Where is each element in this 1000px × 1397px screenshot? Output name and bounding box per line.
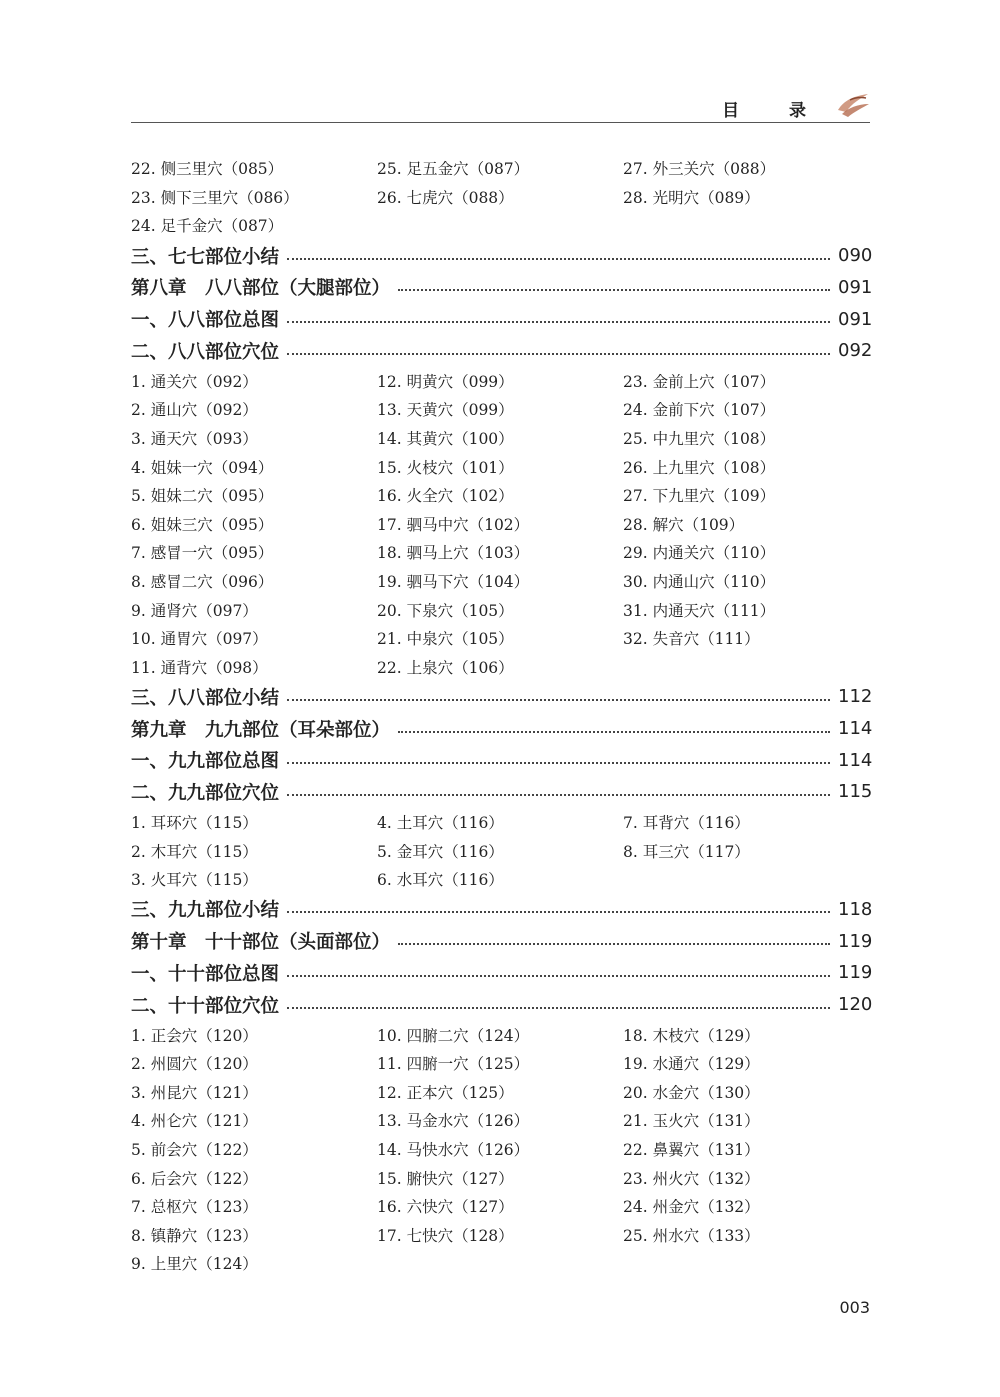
dot-leader bbox=[287, 911, 830, 913]
toc-entry-page: 115 bbox=[838, 781, 873, 803]
acupoint-entry: 25. 足五金穴（087） bbox=[377, 160, 530, 179]
acupoint-entry: 2. 木耳穴（115） bbox=[131, 842, 258, 861]
acupoint-entry: 5. 前会穴（122） bbox=[131, 1141, 258, 1160]
acupoint-entry: 28. 光明穴（089） bbox=[623, 188, 760, 207]
acupoint-entry: 21. 中泉穴（105） bbox=[377, 630, 514, 649]
acupoint-entry: 11. 四腑一穴（125） bbox=[377, 1055, 530, 1074]
toc-entry[interactable] bbox=[131, 335, 873, 367]
acupoint-row bbox=[131, 481, 870, 510]
toc-entry-page: 119 bbox=[838, 930, 873, 952]
toc-entry-page: 114 bbox=[838, 749, 873, 771]
acupoint-entry: 22. 上泉穴（106） bbox=[377, 658, 514, 677]
acupoint-entry: 3. 州昆穴（121） bbox=[131, 1083, 258, 1102]
acupoint-entry: 1. 通关穴（092） bbox=[131, 372, 258, 391]
acupoint-entry: 18. 木枝穴（129） bbox=[623, 1026, 760, 1045]
toc-entry[interactable] bbox=[131, 271, 873, 303]
acupoint-entry: 24. 州金穴（132） bbox=[623, 1198, 760, 1217]
dot-leader bbox=[398, 943, 830, 945]
acupoint-entry: 10. 四腑二穴（124） bbox=[377, 1026, 530, 1045]
toc-entry[interactable] bbox=[131, 744, 873, 776]
toc-entry-title: 第九章 九九部位（耳朵部位） bbox=[131, 719, 391, 741]
running-header bbox=[131, 92, 870, 123]
acupoint-row bbox=[131, 836, 870, 865]
acupoint-list bbox=[131, 1020, 870, 1277]
acupoint-entry: 26. 七虎穴（088） bbox=[377, 188, 514, 207]
acupoint-entry: 19. 驷马下穴（104） bbox=[377, 572, 530, 591]
acupoint-entry: 22. 鼻翼穴（131） bbox=[623, 1141, 760, 1160]
acupoint-entry: 17. 驷马中穴（102） bbox=[377, 515, 530, 534]
acupoint-row bbox=[131, 652, 870, 681]
acupoint-row bbox=[131, 1221, 870, 1250]
acupoint-row bbox=[131, 1135, 870, 1164]
toc-entry-title: 二、八八部位穴位 bbox=[131, 341, 280, 363]
dot-leader bbox=[287, 762, 830, 764]
acupoint-row bbox=[131, 452, 870, 481]
acupoint-entry: 16. 火全穴（102） bbox=[377, 487, 514, 506]
acupoint-row bbox=[131, 367, 870, 396]
toc-entry-page: 119 bbox=[838, 962, 873, 984]
acupoint-entry: 6. 水耳穴（116） bbox=[377, 871, 504, 890]
acupoint-row bbox=[131, 624, 870, 653]
dot-leader bbox=[287, 699, 830, 701]
toc-entry[interactable] bbox=[131, 240, 873, 272]
acupoint-entry: 9. 通肾穴（097） bbox=[131, 601, 258, 620]
toc-entry-page: 118 bbox=[838, 898, 873, 920]
toc-entry-page: 092 bbox=[838, 340, 873, 362]
acupoint-entry: 25. 中九里穴（108） bbox=[623, 430, 776, 449]
acupoint-entry: 15. 腑快穴（127） bbox=[377, 1169, 514, 1188]
toc-entry-page: 091 bbox=[838, 276, 873, 298]
toc-entry-title: 一、九九部位总图 bbox=[131, 751, 280, 773]
acupoint-entry: 2. 州圆穴（120） bbox=[131, 1055, 258, 1074]
page-number: 003 bbox=[839, 1298, 870, 1317]
acupoint-row bbox=[131, 1249, 870, 1278]
acupoint-entry: 32. 失音穴（111） bbox=[623, 630, 760, 649]
acupoint-entry: 29. 内通关穴（110） bbox=[623, 544, 776, 563]
dot-leader bbox=[287, 794, 830, 796]
acupoint-entry: 3. 火耳穴（115） bbox=[131, 871, 258, 890]
toc-entry-page: 091 bbox=[838, 308, 873, 330]
acupoint-entry: 9. 上里穴（124） bbox=[131, 1255, 258, 1274]
toc-entry-title: 一、八八部位总图 bbox=[131, 310, 280, 331]
acupoint-row bbox=[131, 1078, 870, 1107]
toc-entry[interactable] bbox=[131, 303, 873, 335]
dot-leader bbox=[287, 1007, 830, 1009]
acupoint-entry: 12. 明黄穴（099） bbox=[377, 372, 514, 391]
acupoint-entry: 31. 内通天穴（111） bbox=[623, 601, 776, 620]
toc-entry-page: 090 bbox=[838, 245, 873, 267]
acupoint-entry: 18. 驷马上穴（103） bbox=[377, 544, 530, 563]
toc-entry[interactable] bbox=[131, 989, 873, 1021]
acupoint-entry: 7. 总枢穴（123） bbox=[131, 1198, 258, 1217]
acupoint-entry: 6. 姐妹三穴（095） bbox=[131, 515, 274, 534]
acupoint-entry: 30. 内通山穴（110） bbox=[623, 572, 776, 591]
toc-entry-title: 三、八八部位小结 bbox=[131, 687, 280, 709]
acupoint-list bbox=[131, 367, 870, 682]
acupoint-entry: 19. 水通穴（129） bbox=[623, 1055, 760, 1074]
acupoint-entry: 8. 感冒二穴（096） bbox=[131, 572, 274, 591]
acupoint-entry: 13. 天黄穴（099） bbox=[377, 401, 514, 420]
toc-entry-title: 一、十十部位总图 bbox=[131, 963, 280, 985]
acupoint-entry: 13. 马金水穴（126） bbox=[377, 1112, 530, 1131]
toc-entry-page: 114 bbox=[838, 718, 873, 740]
acupoint-entry: 1. 正会穴（120） bbox=[131, 1026, 258, 1045]
acupoint-entry: 5. 姐妹二穴（095） bbox=[131, 487, 274, 506]
acupoint-entry: 23. 州火穴（132） bbox=[623, 1169, 760, 1188]
acupoint-entry: 6. 后会穴（122） bbox=[131, 1169, 258, 1188]
acupoint-entry: 14. 其黄穴（100） bbox=[377, 430, 514, 449]
acupoint-entry: 14. 马快水穴（126） bbox=[377, 1141, 530, 1160]
acupoint-entry: 8. 镇静穴（123） bbox=[131, 1226, 258, 1245]
acupoint-entry: 3. 通天穴（093） bbox=[131, 430, 258, 449]
acupoint-entry: 15. 火枝穴（101） bbox=[377, 458, 514, 477]
acupoint-entry: 21. 玉火穴（131） bbox=[623, 1112, 760, 1131]
acupoint-list bbox=[131, 808, 870, 894]
acupoint-entry: 20. 下泉穴（105） bbox=[377, 601, 514, 620]
toc-entry-title: 三、九九部位小结 bbox=[131, 900, 280, 922]
toc-entry[interactable] bbox=[131, 713, 873, 745]
acupoint-entry: 2. 通山穴（092） bbox=[131, 401, 258, 420]
dot-leader bbox=[287, 975, 830, 977]
acupoint-entry: 25. 州水穴（133） bbox=[623, 1226, 760, 1245]
acupoint-row bbox=[131, 211, 870, 240]
acupoint-row bbox=[131, 1163, 870, 1192]
acupoint-entry: 23. 侧下三里穴（086） bbox=[131, 188, 299, 207]
toc-entry-title: 第十章 十十部位（头面部位） bbox=[131, 932, 391, 954]
acupoint-entry: 24. 金前下穴（107） bbox=[623, 401, 776, 420]
acupoint-row bbox=[131, 1020, 870, 1049]
acupoint-list bbox=[131, 154, 870, 240]
acupoint-entry: 7. 耳背穴（116） bbox=[623, 814, 750, 833]
acupoint-row bbox=[131, 424, 870, 453]
toc-entry-page: 112 bbox=[838, 686, 873, 708]
dot-leader bbox=[287, 321, 830, 323]
table-of-contents bbox=[131, 154, 873, 1278]
acupoint-entry: 27. 外三关穴（088） bbox=[623, 160, 776, 179]
acupoint-entry: 26. 上九里穴（108） bbox=[623, 458, 776, 477]
acupoint-entry: 10. 通胃穴（097） bbox=[131, 630, 268, 649]
acupoint-row bbox=[131, 538, 870, 567]
toc-entry-page: 120 bbox=[838, 994, 873, 1015]
acupoint-entry: 27. 下九里穴（109） bbox=[623, 487, 776, 506]
acupoint-row bbox=[131, 395, 870, 424]
header-title: 目 录 bbox=[722, 101, 828, 121]
acupoint-row bbox=[131, 1192, 870, 1221]
toc-entry[interactable] bbox=[131, 681, 873, 713]
dot-leader bbox=[287, 258, 830, 260]
toc-entry[interactable] bbox=[131, 776, 873, 808]
acupoint-entry: 7. 感冒一穴（095） bbox=[131, 544, 274, 563]
toc-entry[interactable] bbox=[131, 957, 873, 989]
dot-leader bbox=[398, 731, 830, 733]
acupoint-row bbox=[131, 154, 870, 183]
acupoint-entry: 4. 姐妹一穴（094） bbox=[131, 458, 274, 477]
acupoint-entry: 4. 州仑穴（121） bbox=[131, 1112, 258, 1131]
acupoint-row bbox=[131, 510, 870, 539]
toc-entry-title: 二、九九部位穴位 bbox=[131, 782, 280, 804]
dot-leader bbox=[398, 289, 830, 291]
acupoint-entry: 16. 六快穴（127） bbox=[377, 1198, 514, 1217]
acupoint-entry: 28. 解穴（109） bbox=[623, 515, 745, 534]
toc-entry-title: 三、七七部位小结 bbox=[131, 246, 280, 268]
toc-entry-title: 第八章 八八部位（大腿部位） bbox=[131, 278, 391, 300]
brush-ornament-icon bbox=[836, 90, 870, 118]
acupoint-entry: 5. 金耳穴（116） bbox=[377, 842, 504, 861]
acupoint-row bbox=[131, 595, 870, 624]
acupoint-entry: 11. 通背穴（098） bbox=[131, 658, 268, 677]
acupoint-row bbox=[131, 1049, 870, 1078]
acupoint-entry: 4. 土耳穴（116） bbox=[377, 814, 504, 833]
acupoint-entry: 17. 七快穴（128） bbox=[377, 1226, 514, 1245]
toc-entry[interactable] bbox=[131, 925, 873, 957]
acupoint-entry: 20. 水金穴（130） bbox=[623, 1083, 760, 1102]
acupoint-row bbox=[131, 567, 870, 596]
acupoint-entry: 12. 正本穴（125） bbox=[377, 1083, 514, 1102]
acupoint-entry: 24. 足千金穴（087） bbox=[131, 217, 284, 236]
acupoint-row bbox=[131, 1106, 870, 1135]
acupoint-entry: 8. 耳三穴（117） bbox=[623, 842, 750, 861]
acupoint-entry: 22. 侧三里穴（085） bbox=[131, 160, 284, 179]
acupoint-entry: 1. 耳环穴（115） bbox=[131, 814, 258, 833]
acupoint-row bbox=[131, 865, 870, 894]
acupoint-row bbox=[131, 808, 870, 837]
toc-entry-title: 二、十十部位穴位 bbox=[131, 995, 280, 1017]
dot-leader bbox=[287, 353, 830, 355]
acupoint-row bbox=[131, 183, 870, 212]
acupoint-entry: 23. 金前上穴（107） bbox=[623, 372, 776, 391]
toc-entry[interactable] bbox=[131, 894, 873, 926]
